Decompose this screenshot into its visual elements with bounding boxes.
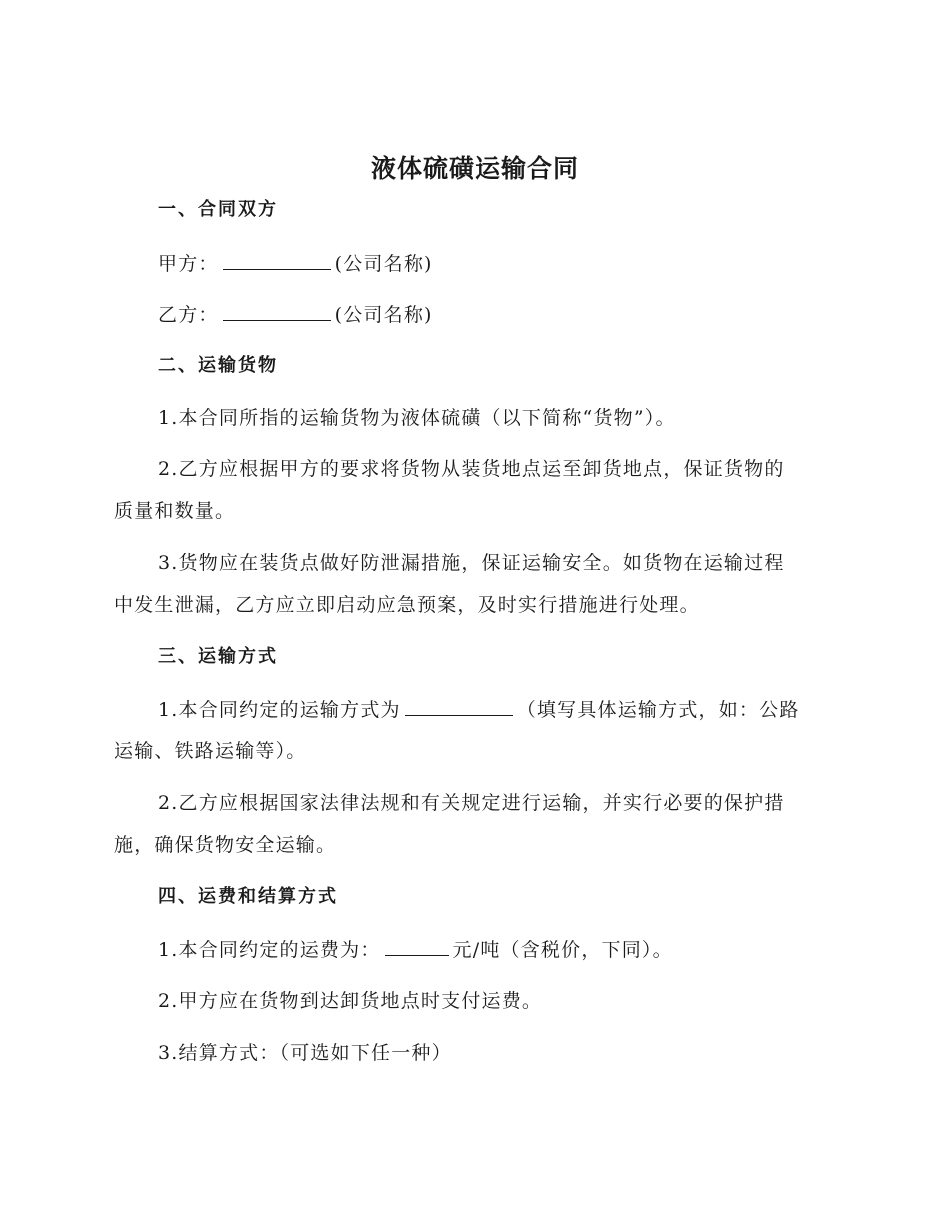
fees-item-3: 3.结算方式：（可选如下任一种）: [158, 1042, 452, 1064]
party-b-label: 乙方：: [158, 304, 219, 326]
party-a-note: (公司名称): [334, 253, 433, 275]
transport-item-2-line1: 2.乙方应根据国家法律法规和有关规定进行运输，并实行必要的保护措: [158, 792, 785, 814]
section-heading-goods: 二、运输货物: [158, 355, 278, 376]
party-a-label: 甲方：: [158, 253, 219, 275]
document-title: 液体硫磺运输合同: [370, 154, 579, 183]
goods-item-3-line2: 中发生泄漏，乙方应立即启动应急预案，及时实行措施进行处理。: [114, 594, 700, 616]
transport-item-1-line1: [158, 695, 834, 724]
section-heading-transport: 三、运输方式: [158, 646, 278, 667]
transport-item-1-prefix: 1.本合同约定的运输方式为: [158, 699, 401, 721]
party-b-blank: [223, 300, 331, 321]
goods-item-2-line1: 2.乙方应根据甲方的要求将货物从装货地点运至卸货地点，保证货物的: [158, 458, 785, 480]
fee-amount-blank: [385, 935, 449, 956]
fees-item-2: 2.甲方应在货物到达卸货地点时支付运费。: [158, 990, 543, 1012]
goods-item-1: 1.本合同所指的运输货物为液体硫磺（以下简称“货物”）。: [158, 407, 676, 429]
party-b-line: [158, 300, 834, 329]
transport-item-2-line2: 施，确保货物安全运输。: [114, 834, 337, 856]
goods-item-2-line2: 质量和数量。: [114, 500, 236, 522]
fees-item-1-suffix: 元/吨（含税价，下同）。: [452, 939, 673, 961]
goods-item-3-line1: 3.货物应在装货点做好防泄漏措施，保证运输安全。如货物在运输过程: [158, 552, 785, 574]
transport-method-blank: [405, 695, 513, 716]
transport-item-1-suffix: （填写具体运输方式，如：公路: [516, 699, 800, 721]
party-b-note: (公司名称): [334, 304, 433, 326]
fees-item-1: [158, 935, 834, 964]
fees-item-1-prefix: 1.本合同约定的运费为：: [158, 939, 381, 961]
transport-item-1-line2: 运输、铁路运输等）。: [114, 740, 307, 762]
section-heading-parties: 一、合同双方: [158, 199, 278, 220]
section-heading-fees: 四、运费和结算方式: [158, 886, 338, 907]
party-a-line: [158, 249, 834, 278]
party-a-blank: [223, 249, 331, 270]
